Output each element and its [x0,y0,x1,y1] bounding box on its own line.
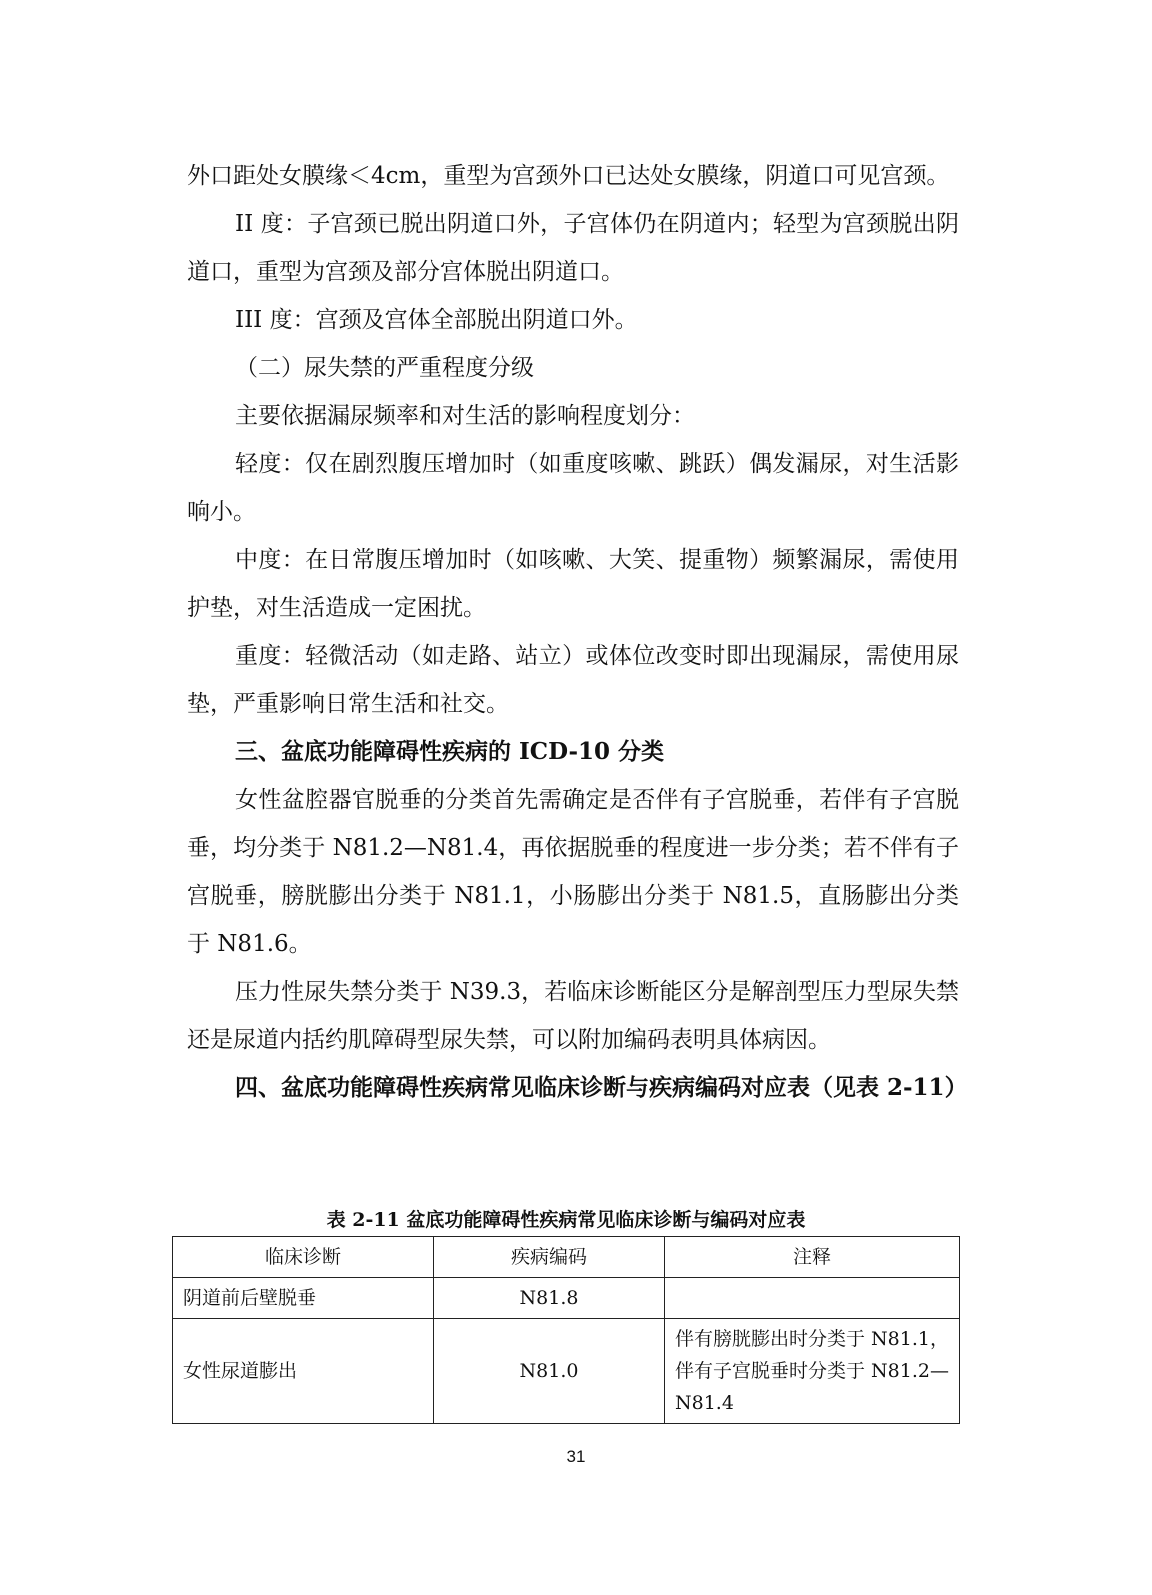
column-header: 临床诊断 [173,1237,434,1278]
table-cell [665,1278,960,1319]
section-heading: 三、盆底功能障碍性疾病的 ICD-10 分类 [235,738,665,765]
table-cell: N81.0 [434,1319,665,1424]
subsection-heading: （二）尿失禁的严重程度分级 [235,355,534,381]
paragraph: 压力性尿失禁分类于 N39.3，若临床诊断能区分是解剖型压力型尿失禁还是尿道内括约肌障碍型尿失禁，可以附加编码表明具体病因。 [187,979,959,1053]
table-caption: 表 2-11 盆底功能障碍性疾病常见临床诊断与编码对应表 [326,1209,806,1231]
column-header: 注释 [665,1237,960,1278]
table-cell: 伴有膀胱膨出时分类于 N81.1，伴有子宫脱垂时分类于 N81.2—N81.4 [665,1319,960,1424]
paragraph: II 度：子宫颈已脱出阴道口外，子宫体仍在阴道内；轻型为宫颈脱出阴道口，重型为宫颈及部分宫体脱出阴道口。 [187,211,959,285]
page-body [187,152,968,1112]
table-cell: 女性尿道膨出 [173,1319,434,1424]
paragraph: III 度：宫颈及宫体全部脱出阴道口外。 [235,307,638,333]
paragraph: 中度：在日常腹压增加时（如咳嗽、大笑、提重物）频繁漏尿，需使用护垫，对生活造成一定困扰。 [187,547,959,621]
table-header-row [173,1237,960,1278]
column-header: 疾病编码 [434,1237,665,1278]
table-row [173,1319,960,1424]
paragraph: 轻度：仅在剧烈腹压增加时（如重度咳嗽、跳跃）偶发漏尿，对生活影响小。 [187,451,959,525]
paragraph: 外口距处女膜缘＜4cm，重型为宫颈外口已达处女膜缘，阴道口可见宫颈。 [187,163,950,189]
table-row [173,1278,960,1319]
diagnosis-code-table [172,1236,960,1424]
paragraph: 女性盆腔器官脱垂的分类首先需确定是否伴有子宫脱垂，若伴有子宫脱垂，均分类于 N81.2—N81.4，再依据脱垂的程度进一步分类；若不伴有子宫脱垂，膀胱膨出分类于 N81.1，小肠膨出分类于 N81.5，直肠膨出分类于 N81.6。 [187,787,959,957]
paragraph: 重度：轻微活动（如走路、站立）或体位改变时即出现漏尿，需使用尿垫，严重影响日常生活和社交。 [187,643,959,717]
table-cell: 阴道前后壁脱垂 [173,1278,434,1319]
section-heading: 四、盆底功能障碍性疾病常见临床诊断与疾病编码对应表（见表 2-11） [235,1074,968,1101]
page-number: 31 [566,1447,586,1466]
paragraph: 主要依据漏尿频率和对生活的影响程度划分： [235,403,695,429]
table-cell: N81.8 [434,1278,665,1319]
